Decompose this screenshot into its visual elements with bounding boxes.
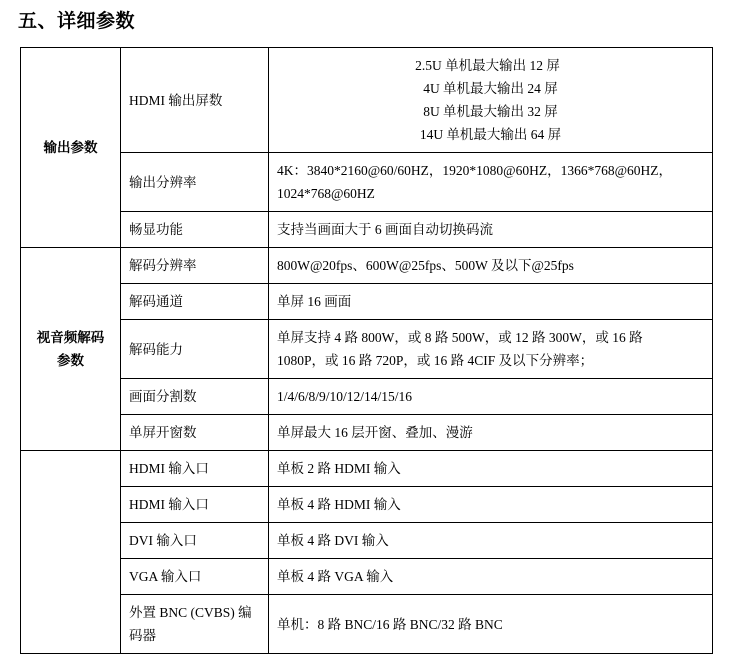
value-line: 2.5U 单机最大输出 12 屏: [415, 58, 560, 73]
param-value: [269, 212, 713, 248]
value-line: 4U 单机最大输出 24 屏: [423, 81, 558, 96]
param-label: 输出分辨率: [121, 153, 269, 212]
value-line: 单板 2 路 HDMI 输入: [277, 461, 401, 476]
param-label: 外置 BNC (CVBS) 编码器: [121, 595, 269, 654]
group-label-decoding: [21, 248, 121, 451]
value-line: 单屏支持 4 路 800W，或 8 路 500W，或 12 路 300W，或 16 路: [277, 330, 643, 345]
document-page: [0, 8, 731, 657]
param-label: 解码分辨率: [121, 248, 269, 284]
page-title: 五、详细参数: [18, 11, 136, 32]
table-row: [21, 451, 713, 487]
table-row: [21, 559, 713, 595]
param-value: [269, 320, 713, 379]
param-label: HDMI 输出屏数: [121, 48, 269, 153]
value-line: 单屏最大 16 层开窗、叠加、漫游: [277, 425, 473, 440]
group-label-input: [21, 451, 121, 654]
param-label: 单屏开窗数: [121, 415, 269, 451]
group-label-line2: 参数: [57, 353, 84, 368]
param-value: [269, 523, 713, 559]
group-label-output: 输出参数: [21, 48, 121, 248]
table-row: [21, 48, 713, 153]
table-row: [21, 248, 713, 284]
value-line: 1024*768@60HZ: [277, 186, 375, 201]
spec-table: [20, 47, 713, 654]
value-line: 单板 4 路 HDMI 输入: [277, 497, 401, 512]
value-line: 4K：3840*2160@60/60HZ，1920*1080@60HZ，1366*768@60HZ，: [277, 163, 673, 178]
param-value: [269, 451, 713, 487]
table-row: [21, 379, 713, 415]
param-value: [269, 487, 713, 523]
param-value: [269, 48, 713, 153]
param-value: [269, 284, 713, 320]
table-row: [21, 212, 713, 248]
value-line: 单板 4 路 DVI 输入: [277, 533, 389, 548]
param-label: HDMI 输入口: [121, 487, 269, 523]
value-line: 单屏 16 画面: [277, 294, 352, 309]
value-line: 14U 单机最大输出 64 屏: [419, 127, 562, 142]
table-row: [21, 523, 713, 559]
value-line: 1080P，或 16 路 720P，或 16 路 4CIF 及以下分辨率；: [277, 353, 594, 368]
value-line: 支持当画面大于 6 画面自动切换码流: [277, 222, 493, 237]
param-label: 画面分割数: [121, 379, 269, 415]
param-value: [269, 595, 713, 654]
table-row: [21, 320, 713, 379]
value-line: 1/4/6/8/9/10/12/14/15/16: [277, 389, 413, 404]
value-line: 8U 单机最大输出 32 屏: [423, 104, 558, 119]
param-label: 解码能力: [121, 320, 269, 379]
table-row: [21, 487, 713, 523]
table-row: [21, 595, 713, 654]
param-value: [269, 559, 713, 595]
group-label-line1: 视音频解码: [36, 330, 105, 345]
param-value: [269, 248, 713, 284]
param-value: [269, 153, 713, 212]
param-label: VGA 输入口: [121, 559, 269, 595]
table-row: [21, 153, 713, 212]
param-value: [269, 379, 713, 415]
param-label: 解码通道: [121, 284, 269, 320]
param-label: 畅显功能: [121, 212, 269, 248]
value-line: 单机：8 路 BNC/16 路 BNC/32 路 BNC: [277, 616, 503, 632]
param-label: DVI 输入口: [121, 523, 269, 559]
table-row: [21, 284, 713, 320]
table-row: [21, 415, 713, 451]
value-line: 800W@20fps、600W@25fps、500W 及以下@25fps: [277, 258, 574, 273]
param-value: [269, 415, 713, 451]
param-label: HDMI 输入口: [121, 451, 269, 487]
value-line: 单板 4 路 VGA 输入: [277, 569, 394, 584]
